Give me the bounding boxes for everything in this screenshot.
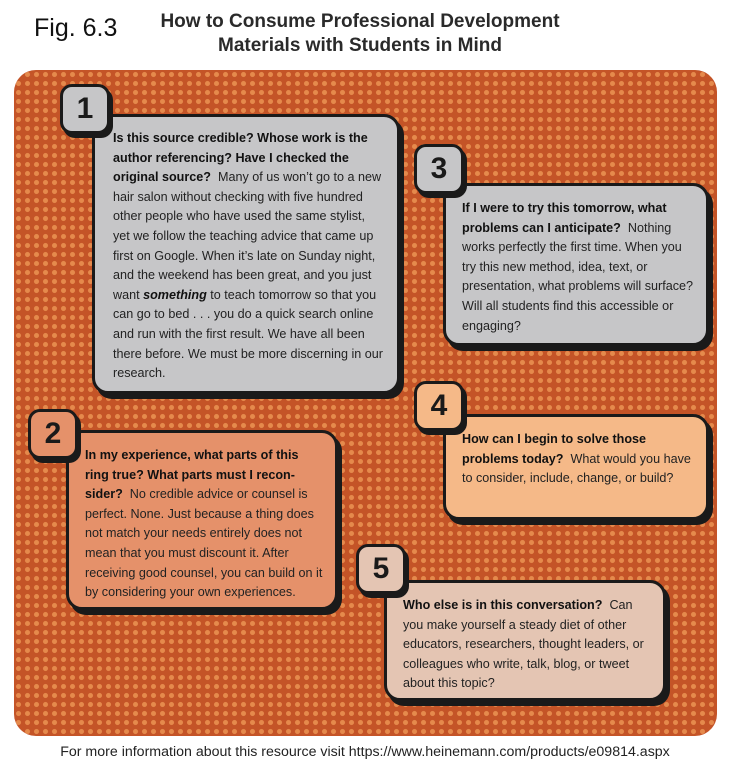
- card-4: [443, 414, 709, 520]
- card-1-body: [113, 129, 383, 384]
- card-3-text: Nothing works perfectly the first time. When you try this new method, idea, text, or presentation, what problems will surface? Will all students find this accessible or engaging?: [462, 220, 693, 333]
- card-1-question: Is this source credible? Whose work is the author referencing? Have I checked the original source?: [113, 131, 368, 185]
- card-4-text: What would you have to consider, include, change, or build?: [462, 451, 691, 486]
- card-5-body: [403, 596, 651, 694]
- card-3-question: If I were to try this tomorrow, what problems can I anticipate?: [462, 201, 667, 235]
- number-badge-4: 4: [414, 381, 464, 431]
- card-5-text: Can you make yourself a steady diet of other educators, researchers, thought leaders, or colleagues who write, talk, blog, or tweet about this topic?: [403, 598, 644, 691]
- card-2-text: No credible advice or counsel is perfect. None. Just because a thing does not match your needs entirely does not mean that you must discount it. After receiving good counsel, you can build on it by considering your own experiences.: [85, 487, 323, 600]
- title-line-1: How to Consume Professional Development: [160, 11, 560, 32]
- card-4-body: [462, 430, 694, 489]
- card-1: [92, 114, 400, 394]
- card-5: [384, 580, 666, 701]
- card-3: [443, 183, 709, 346]
- card-3-body: [462, 199, 694, 336]
- card-2: [66, 430, 338, 610]
- number-badge-3: 3: [414, 144, 464, 194]
- card-1-text-before: Many of us won’t go to a new hair salon without checking with five hundred other people who have used the same stylist, yet we follow the teaching advice that came up first on Google. When it’s late on Sunday night, and the weekend has been great, and you just want: [113, 170, 382, 302]
- card-1-text-after: to teach tomorrow so that you can go to bed . . . you do a quick search online and run with the first result. We have all been there before. We must be more discerning in our research.: [113, 287, 383, 381]
- number-badge-5: 5: [356, 544, 406, 594]
- card-2-question: In my experience, what parts of this ring true? What parts must I reconsider?: [85, 448, 299, 502]
- number-badge-2: 2: [28, 409, 78, 459]
- card-1-emphasis: something: [143, 287, 207, 302]
- card-2-body: [85, 446, 323, 603]
- page-title: [130, 10, 590, 58]
- figure-label: Fig. 6.3: [34, 14, 118, 42]
- card-5-question: Who else is in this conversation?: [403, 598, 603, 612]
- footer-note: For more information about this resource visit https://www.heinemann.com/products/e09814.aspx: [60, 744, 670, 760]
- title-line-2: Materials with Students in Mind: [218, 35, 502, 56]
- card-4-question: How can I begin to solve those problems today?: [462, 432, 647, 466]
- number-badge-1: 1: [60, 84, 110, 134]
